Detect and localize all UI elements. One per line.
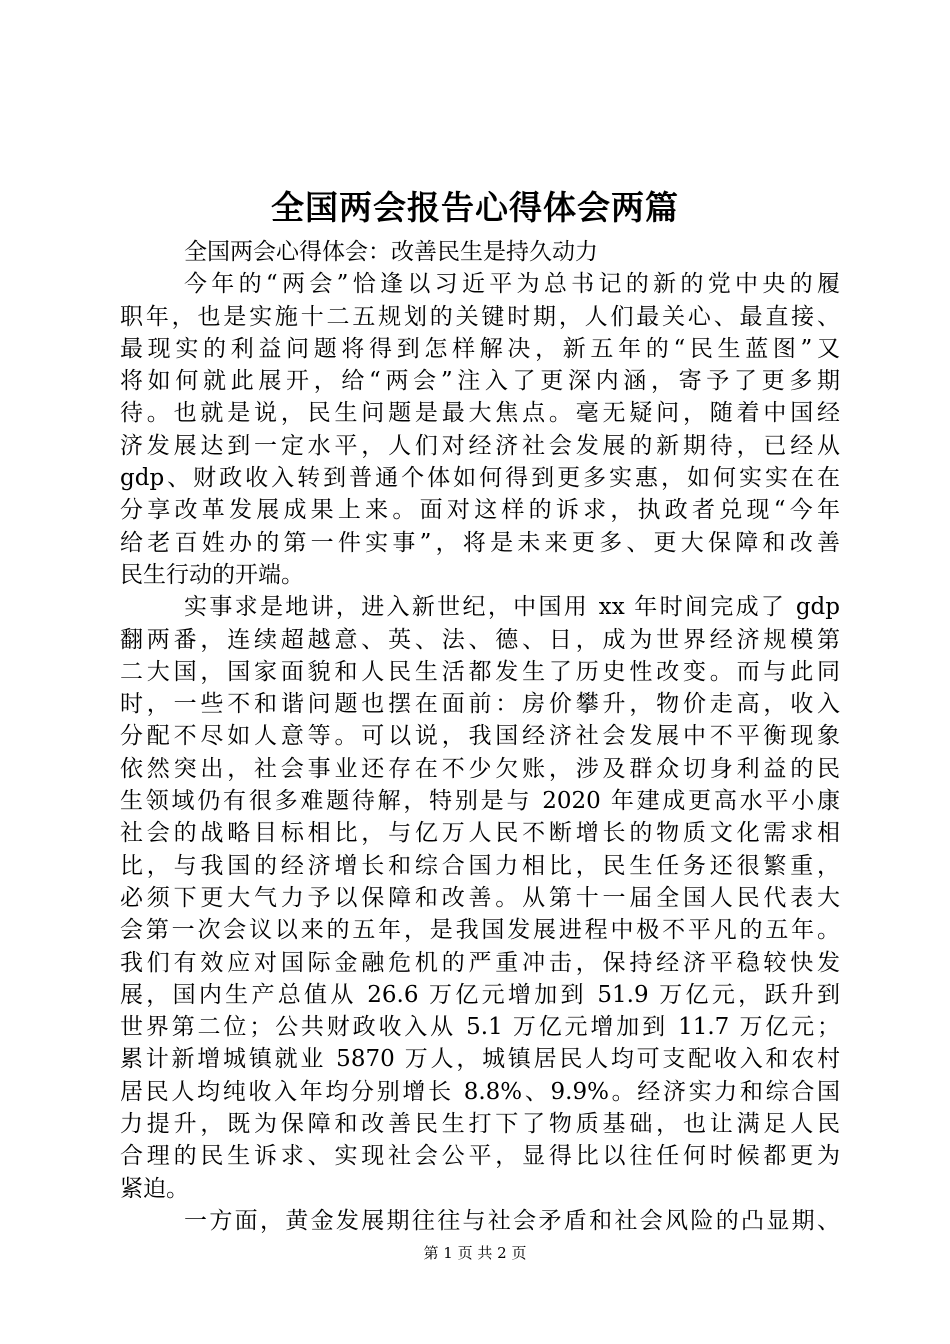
text-line: 职年，也是实施十二五规划的关键时期，人们最关心、最直接、: [120, 303, 840, 330]
text-line: 民生行动的开端。: [120, 561, 304, 588]
text-line: 合理的民生诉求、实现社会公平，显得比以往任何时候都更为: [120, 1143, 840, 1170]
text-line: 展，国内生产总值从 26.6 万亿元增加到 51.9 万亿元，跃升到: [120, 981, 840, 1008]
text-line: 紧迫。: [120, 1175, 189, 1202]
text-line: 翻两番，连续超越意、英、法、德、日，成为世界经济规模第: [120, 626, 840, 653]
text-line: 待。也就是说，民生问题是最大焦点。毫无疑问，随着中国经: [120, 400, 840, 427]
text-line: 居民人均纯收入年均分别增长 8.8%、9.9%。经济实力和综合国: [120, 1078, 840, 1105]
text-line: 将如何就此展开，给“两会”注入了更深内涵，寄予了更多期: [120, 368, 840, 395]
text-line: 最现实的利益问题将得到怎样解决，新五年的“民生蓝图”又: [120, 335, 840, 362]
text-line: 累计新增城镇就业 5870 万人，城镇居民人均可支配收入和农村: [120, 1046, 840, 1073]
text-line: 必须下更大气力予以保障和改善。从第十一届全国人民代表大: [120, 884, 840, 911]
text-line: 依然突出，社会事业还存在不少欠账，涉及群众切身利益的民: [120, 755, 840, 782]
text-line: 生领域仍有很多难题待解，特别是与 2020 年建成更高水平小康: [120, 788, 840, 815]
text-line: 社会的战略目标相比，与亿万人民不断增长的物质文化需求相: [120, 820, 840, 847]
text-line: 分享改革发展成果上来。面对这样的诉求，执政者兑现“今年: [120, 497, 840, 524]
text-line: 全国两会心得体会：改善民生是持久动力: [184, 239, 598, 265]
text-line: 济发展达到一定水平，人们对经济社会发展的新期待，已经从: [120, 432, 840, 459]
text-line: 力提升，既为保障和改善民生打下了物质基础，也让满足人民: [120, 1111, 840, 1138]
text-line: 会第一次会议以来的五年，是我国发展进程中极不平凡的五年。: [120, 917, 840, 944]
document-title: 全国两会报告心得体会两篇: [271, 188, 679, 227]
text-line: 给老百姓办的第一件实事”，将是未来更多、更大保障和改善: [120, 529, 840, 556]
text-line: 世界第二位；公共财政收入从 5.1 万亿元增加到 11.7 万亿元；: [120, 1014, 840, 1041]
text-line: 实事求是地讲，进入新世纪，中国用 xx 年时间完成了 gdp: [184, 594, 840, 621]
text-line: 二大国，国家面貌和人民生活都发生了历史性改变。而与此同: [120, 658, 840, 685]
text-line: gdp、财政收入转到普通个体如何得到更多实惠，如何实实在在: [120, 465, 840, 492]
text-line: 比，与我国的经济增长和综合国力相比，民生任务还很繁重，: [120, 852, 840, 879]
text-line: 分配不尽如人意等。可以说，我国经济社会发展中不平衡现象: [120, 723, 840, 750]
text-line: 今年的“两会”恰逢以习近平为总书记的新的党中央的履: [184, 271, 840, 298]
page-footer: 第 1 页 共 2 页: [423, 1244, 527, 1262]
document-body: [120, 236, 840, 1237]
text-line: 我们有效应对国际金融危机的严重冲击，保持经济平稳较快发: [120, 949, 840, 976]
text-line: 时，一些不和谐问题也摆在面前：房价攀升，物价走高，收入: [120, 691, 840, 718]
text-line: 一方面，黄金发展期往往与社会矛盾和社会风险的凸显期、: [184, 1207, 840, 1234]
